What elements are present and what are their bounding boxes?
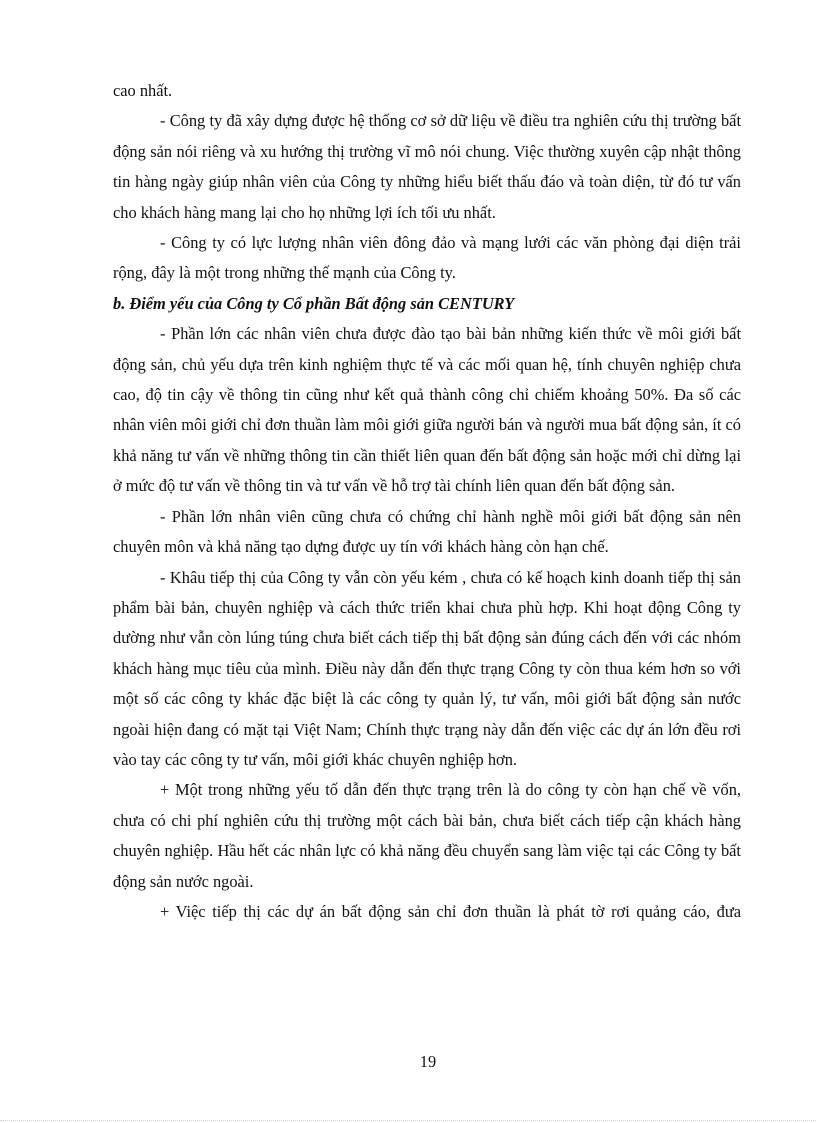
paragraph-marketing-weakness: - Khâu tiếp thị của Công ty vẫn còn yếu kém , chưa có kế hoạch kinh doanh tiếp thị sản phẩm bài bản, chuyên nghiệp và cách thức triển khai chưa phù hợp. Khi hoạt động Công ty dường như vẫn còn lúng túng chưa biết cách tiếp thị bất động sản đúng cách đến với các nhóm khách hàng mục tiêu của mình. Điều này dẫn đến thực trạng Công ty còn thua kém hơn so với một số các công ty khác đặc biệt là các công ty quản lý, tư vấn, môi giới bất động sản nước ngoài hiện đang có mặt tại Việt Nam; Chính thực trạng này dẫn đến việc các dự án lớn đều rơi vào tay các công ty tư vấn, môi giới khác chuyên nghiệp hơn. (113, 567, 741, 769)
paragraph-training-weakness: - Phần lớn các nhân viên chưa được đào tạo bài bản những kiến thức về môi giới bất động sản, chủ yếu dựa trên kinh nghiệm thực tế và các mối quan hệ, tính chuyên nghiệp chưa cao, độ tin cậy về thông tin cũng như kết quả thành công chỉ chiếm khoảng 50%. Đa số các nhân viên môi giới chỉ đơn thuần làm môi giới giữa người bán và người mua bất động sản, ít có khả năng tư vấn về những thông tin cần thiết liên quan đến bất động sản hoặc mới chỉ dừng lại ở mức độ tư vấn về thông tin và tư vấn về hỗ trợ tài chính liên quan đến bất động sản. (113, 324, 741, 496)
page-number: 19 (419, 1052, 437, 1071)
page-bottom-rule (0, 1120, 816, 1121)
paragraph-staff-network-strength: - Công ty có lực lượng nhân viên đông đảo và mạng lưới các văn phòng đại diện trải rộng, đây là một trong những thế mạnh của Công ty. (113, 233, 741, 283)
page-body (113, 76, 741, 927)
paragraph-capital-cause: + Một trong những yếu tố dẫn đến thực trạng trên là do công ty còn hạn chế về vốn, chưa có chi phí nghiên cứu thị trường một cách bài bản, chưa biết cách tiếp cận khách hàng chuyên nghiệp. Hầu hết các nhân lực có khả năng đều chuyển sang làm việc tại các Công ty bất động sản nước ngoài. (113, 780, 741, 891)
section-heading-weaknesses: b. Điểm yếu của Công ty Cổ phần Bất động sản CENTURY (113, 293, 515, 313)
paragraph-continuation: cao nhất. (113, 81, 173, 100)
paragraph-flyer-marketing: + Việc tiếp thị các dự án bất động sản chỉ đơn thuần là phát tờ rơi quảng cáo, đưa (160, 901, 741, 921)
paragraph-database-strength: - Công ty đã xây dựng được hệ thống cơ sở dữ liệu về điều tra nghiên cứu thị trường bất động sản nói riêng và xu hướng thị trường vĩ mô nói chung. Việc thường xuyên cập nhật thông tin hàng ngày giúp nhân viên của Công ty những hiểu biết thấu đáo và toàn diện, từ đó tư vấn cho khách hàng mang lại cho họ những lợi ích tối ưu nhất. (113, 111, 741, 222)
paragraph-certificate-weakness: - Phần lớn nhân viên cũng chưa có chứng chỉ hành nghề môi giới bất động sản nên chuyên môn và khả năng tạo dựng được uy tín với khách hàng còn hạn chế. (113, 506, 741, 557)
